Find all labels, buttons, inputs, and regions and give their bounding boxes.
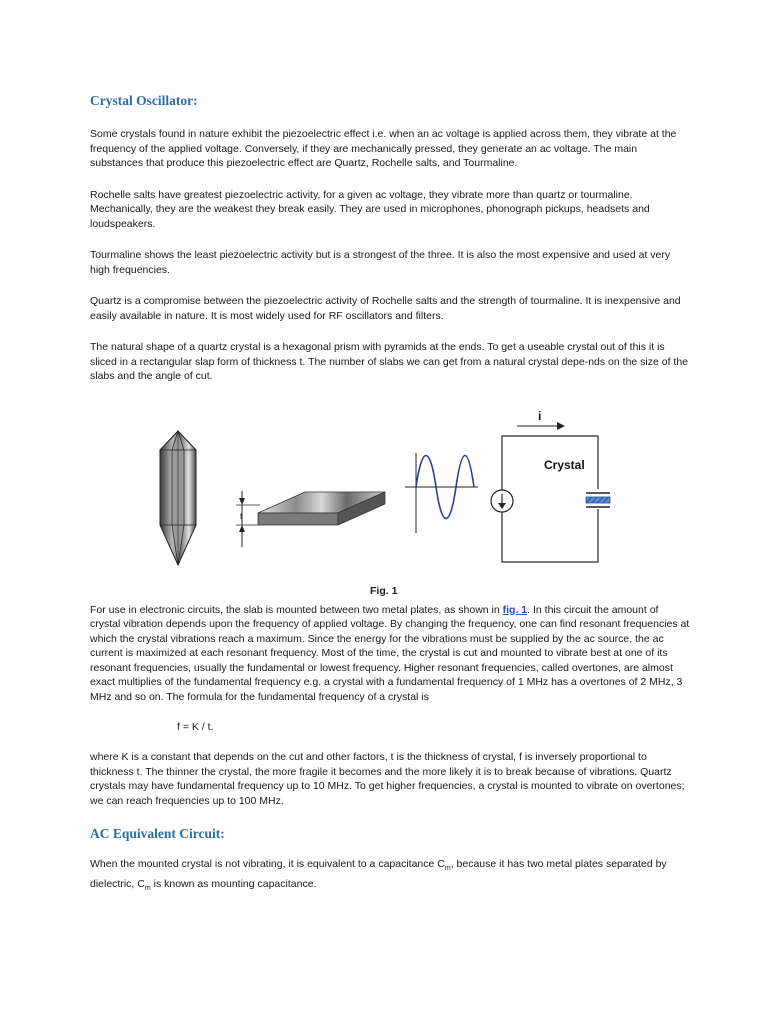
crystal-label: Crystal <box>544 458 585 472</box>
paragraph-slab-mounting <box>90 603 690 705</box>
paragraph-piezoelectric-intro: Some crystals found in nature exhibit the piezoelectric effect i.e. when an ac voltage is applied across them, they vibrate at the frequency of the applied voltage. Conversely, if they are mechanically pressed, they generate an ac voltage. The main substances that produce this piezoelectric effect are Quartz, Rochelle salts, and Tourmaline. <box>90 128 677 169</box>
paragraph-tourmaline: Tourmaline shows the least piezoelectric activity but is a strongest of the three. It is also the most expensive and used at very high frequencies. <box>90 249 671 276</box>
subscript-m-2: m <box>144 884 151 892</box>
sine-wave-icon <box>405 453 478 533</box>
crystal-element-icon <box>586 497 610 503</box>
thickness-dimension-marker <box>236 491 260 547</box>
quartz-prism-icon <box>160 431 196 565</box>
crystal-circuit-diagram <box>491 409 610 562</box>
paragraph-rochelle-salts: Rochelle salts have greatest piezoelectric activity, for a given ac voltage, they vibrate more than quartz or tourmaline. Mechanically, they are the weakest they break easily. They are used in microphones, phonograph pickups, headsets and loudspeakers. <box>90 188 650 230</box>
cap-text-mid: , because it has two metal plates separated by dielectric, C <box>90 858 667 890</box>
heading-crystal-oscillator: Crystal Oscillator: <box>90 93 198 108</box>
slab-text-start: For use in electronic circuits, the slab is mounted between two metal plates, as shown in <box>90 603 503 616</box>
figure-1 <box>140 405 630 575</box>
paragraph-mounting-capacitance <box>90 857 690 896</box>
cap-text-end: is known as mounting capacitance. <box>150 877 317 890</box>
fig-1-link[interactable]: fig. 1 <box>502 603 528 616</box>
paragraph-quartz: Quartz is a compromise between the piezoelectric activity of Rochelle salts and the strength of tourmaline. It is inexpensive and easily available in nature. It is most widely used for RF oscillators and filters. <box>90 295 681 322</box>
slab-text-end: . In this circuit the amount of crystal vibration depends upon the frequency of applied voltage. By changing the frequency, one can find resonant frequencies at which the crystal vibrations reach a maximum. Since the energy for the vibrations must be supplied by the ac source, the ac current is maximized at each resonant frequency. Most of the time, the crystal is cut and mounted to vibrate best at one of its resonant frequencies, usually the fundamental or lowest frequency. Higher resonant frequencies, called overtones, are almost exact multiplies of the fundamental frequency e.g. a crystal with a fundamental frequency of 1 MHz has a overtones of 2 MHz, 3 MHz and so on. The formula for the fundamental frequency of a crystal is <box>90 603 690 703</box>
figure-caption: Fig. 1 <box>370 585 398 597</box>
paragraph-quartz-shape: The natural shape of a quartz crystal is a hexagonal prism with pyramids at the ends. To get a useable crystal out of this it is sliced in a rectangular slap form of thickness t. The number of slabs we can get from a natural crystal depe-nds on the size of the slabs and the angle of cut. <box>90 341 689 382</box>
thickness-label: t <box>240 512 243 521</box>
crystal-slab-icon <box>258 492 385 525</box>
paragraph-thickness-relation: where K is a constant that depends on the cut and other factors, t is the thickness of crystal, f is inversely proportional to thickness t. The thinner the crystal, the more fragile it becomes and the more likely it is to break because of vibrations. Quartz crystals may have fundamental frequency up to 10 MHz. To get higher frequencies, a crystal is mounted to vibrate on overtones; we can reach frequencies up to 100 MHz. <box>90 751 685 807</box>
formula-fundamental-frequency: f = K / t. <box>177 721 214 733</box>
figure-1-drawing <box>140 405 630 575</box>
heading-ac-equivalent-circuit: AC Equivalent Circuit: <box>90 826 225 841</box>
current-label: i <box>538 409 542 423</box>
subscript-m: m <box>444 865 451 873</box>
cap-text-start: When the mounted crystal is not vibrating, it is equivalent to a capacitance C <box>90 858 445 870</box>
